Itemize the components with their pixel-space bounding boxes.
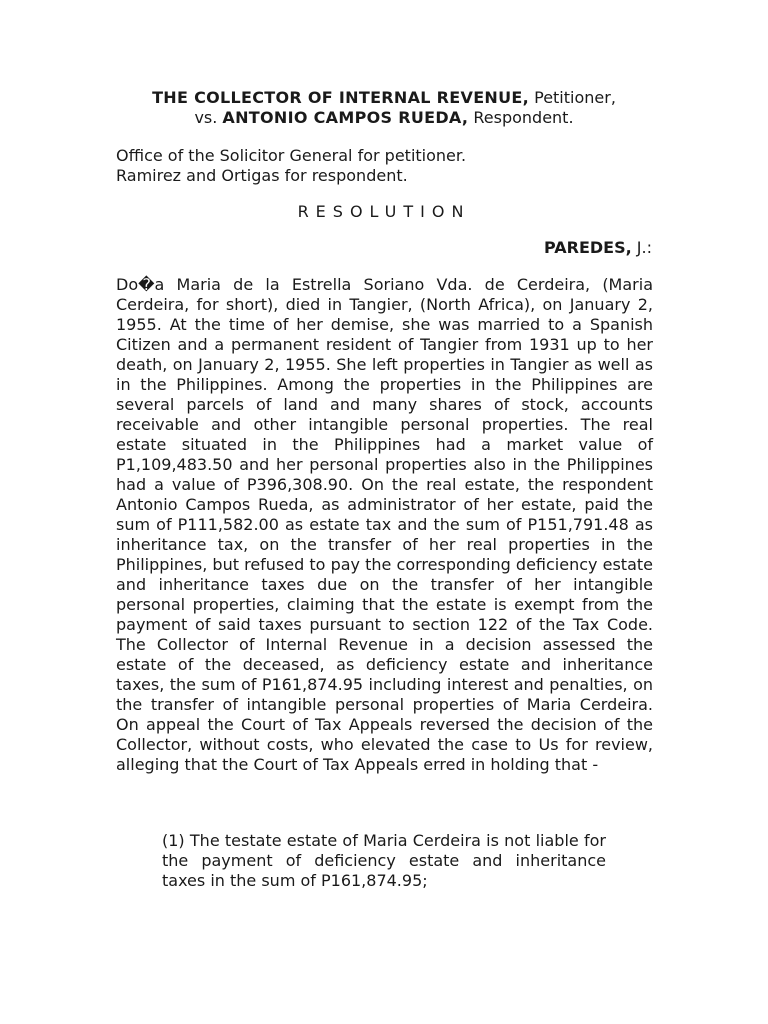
case-caption (100, 88, 668, 128)
body-paragraph: Do�a Maria de la Estrella Soriano Vda. de Cerdeira, (Maria Cerdeira, for short), died in Tangier, (North Africa), on January 2, 1955. At the time of her demise, she was married to a Spanish Citizen and a permanent resident of Tangier from 1931 up to her death, on January 2, 1955. She left properties in Tangier as well as in the Philippines. Among the properties in the Philippines are several parcels of land and many shares of stock, accounts receivable and other intangible personal properties. The real estate situated in the Philippines had a market value of P1,109,483.50 and her personal properties also in the Philippines had a value of P396,308.90. On the real estate, the respondent Antonio Campos Rueda, as administrator of her estate, paid the sum of P111,582.00 as estate tax and the sum of P151,791.48 as inheritance tax, on the transfer of her real properties in the Philippines, but refused to pay the corresponding deficiency estate and inheritance taxes due on the transfer of her intangible personal properties, claiming that the estate is exempt from the payment of said taxes pursuant to section 122 of the Tax Code. The Collector of Internal Revenue in a decision assessed the estate of the deceased, as deficiency estate and inheritance taxes, the sum of P161,874.95 including interest and penalties, on the transfer of intangible personal properties of Maria Cerdeira. On appeal the Court of Tax Appeals reversed the decision of the Collector, without costs, who elevated the case to Us for review, alleging that the Court of Tax Appeals erred in holding that - (116, 275, 653, 774)
counsel-petitioner: Office of the Solicitor General for petitioner. (116, 146, 467, 165)
resolution-heading: RESOLUTION (297, 202, 471, 221)
petitioner-name: THE COLLECTOR OF INTERNAL REVENUE, (152, 88, 530, 107)
ponente-line (460, 238, 652, 258)
counsel-respondent: Ramirez and Ortigas for respondent. (116, 166, 408, 185)
caption-line-respondent (100, 108, 668, 128)
respondent-name: ANTONIO CAMPOS RUEDA, (222, 108, 469, 127)
versus-label: vs. (194, 108, 218, 127)
judge-suffix: J.: (636, 238, 652, 257)
quoted-item: (1) The testate estate of Maria Cerdeira is not liable for the payment of deficiency estate and inheritance taxes in the sum of P161,874.95; (162, 831, 606, 890)
judge-name: PAREDES, (544, 238, 632, 257)
caption-line-petitioner (100, 88, 668, 108)
respondent-role: Respondent. (473, 108, 574, 127)
counsel-block (116, 146, 656, 186)
petitioner-role: Petitioner, (534, 88, 616, 107)
